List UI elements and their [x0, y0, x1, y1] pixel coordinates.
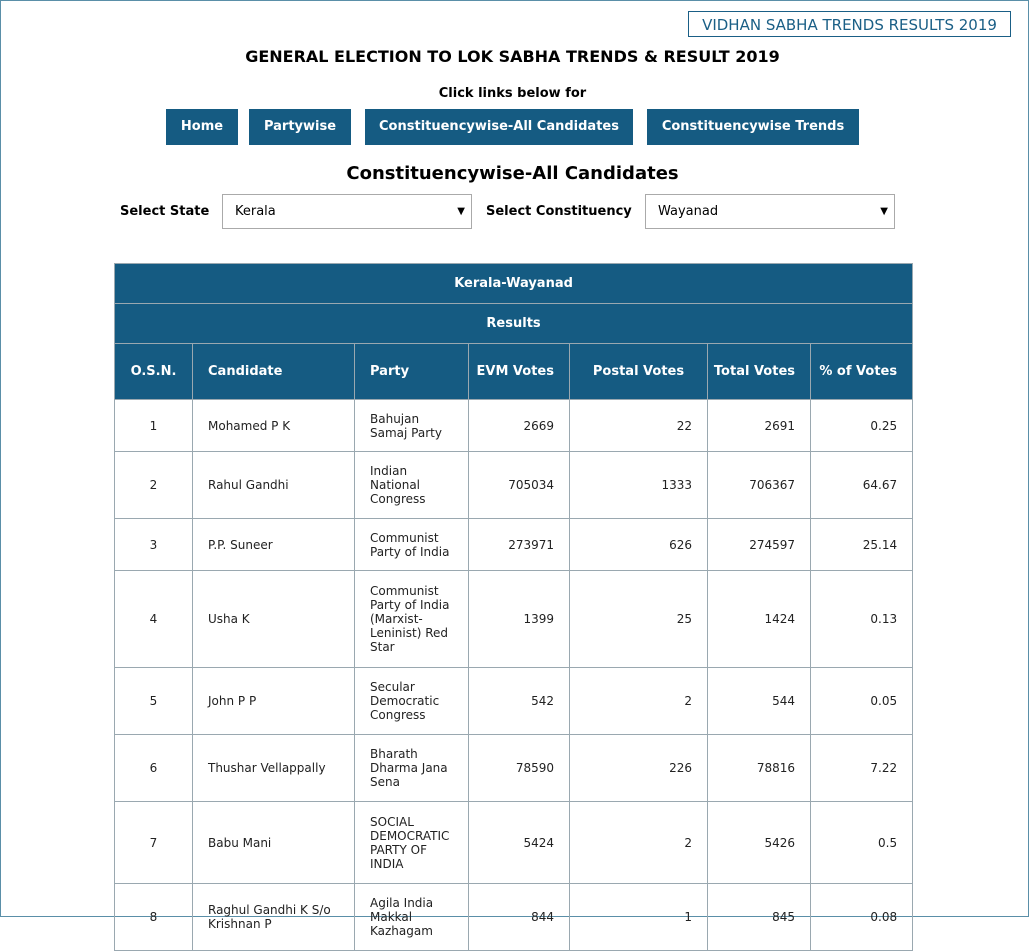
cell-pct: 0.13: [811, 571, 913, 668]
col-header-osn: O.S.N.: [115, 344, 193, 400]
cell-party: Communist Party of India: [355, 519, 469, 571]
table-row: [115, 571, 913, 668]
table-row: [115, 519, 913, 571]
cell-postal: 25: [570, 571, 708, 668]
state-label: Select State: [120, 204, 210, 219]
cell-total: 2691: [708, 400, 811, 452]
chevron-down-icon: ▼: [457, 206, 465, 217]
cell-party: Bahujan Samaj Party: [355, 400, 469, 452]
page-title: GENERAL ELECTION TO LOK SABHA TRENDS & RESULT 2019: [245, 47, 780, 66]
col-header-evm: EVM Votes: [469, 344, 570, 400]
results-table: [114, 263, 913, 951]
cell-candidate: Usha K: [193, 571, 355, 668]
cell-candidate: P.P. Suneer: [193, 519, 355, 571]
cell-pct: 25.14: [811, 519, 913, 571]
constituency-trends-button[interactable]: Constituencywise Trends: [647, 109, 859, 145]
chevron-down-icon: ▼: [880, 206, 888, 217]
cell-pct: 0.25: [811, 400, 913, 452]
cell-party: SOCIAL DEMOCRATIC PARTY OF INDIA: [355, 802, 469, 884]
col-header-total: Total Votes: [708, 344, 811, 400]
cell-candidate: Thushar Vellappally: [193, 735, 355, 802]
cell-party: Bharath Dharma Jana Sena: [355, 735, 469, 802]
col-header-party: Party: [355, 344, 469, 400]
constituency-all-button[interactable]: Constituencywise-All Candidates: [365, 109, 633, 145]
cell-postal: 2: [570, 802, 708, 884]
cell-osn: 6: [115, 735, 193, 802]
table-row: [115, 668, 913, 735]
cell-evm: 1399: [469, 571, 570, 668]
col-header-candidate: Candidate: [193, 344, 355, 400]
col-header-postal: Postal Votes: [570, 344, 708, 400]
cell-postal: 22: [570, 400, 708, 452]
cell-evm: 2669: [469, 400, 570, 452]
cell-postal: 226: [570, 735, 708, 802]
cell-total: 706367: [708, 452, 811, 519]
cell-osn: 5: [115, 668, 193, 735]
vidhan-sabha-link[interactable]: VIDHAN SABHA TRENDS RESULTS 2019: [688, 11, 1011, 37]
cell-pct: 0.5: [811, 802, 913, 884]
cell-total: 274597: [708, 519, 811, 571]
constituency-label: Select Constituency: [486, 204, 632, 219]
cell-total: 78816: [708, 735, 811, 802]
cell-evm: 5424: [469, 802, 570, 884]
constituency-select-value: Wayanad: [658, 204, 719, 219]
cell-candidate: Raghul Gandhi K S/o Krishnan P: [193, 884, 355, 951]
table-row: [115, 884, 913, 951]
section-title: Constituencywise-All Candidates: [346, 163, 679, 184]
cell-osn: 7: [115, 802, 193, 884]
table-row: [115, 452, 913, 519]
table-row: [115, 735, 913, 802]
cell-postal: 1: [570, 884, 708, 951]
cell-total: 845: [708, 884, 811, 951]
cell-osn: 3: [115, 519, 193, 571]
cell-evm: 542: [469, 668, 570, 735]
cell-candidate: Mohamed P K: [193, 400, 355, 452]
state-select[interactable]: [222, 194, 472, 229]
cell-party: Agila India Makkal Kazhagam: [355, 884, 469, 951]
cell-party: Indian National Congress: [355, 452, 469, 519]
cell-candidate: John P P: [193, 668, 355, 735]
table-row: [115, 802, 913, 884]
cell-postal: 2: [570, 668, 708, 735]
cell-pct: 0.05: [811, 668, 913, 735]
click-links-text: Click links below for: [438, 86, 587, 101]
cell-pct: 7.22: [811, 735, 913, 802]
table-subtitle: Results: [115, 304, 913, 344]
cell-osn: 1: [115, 400, 193, 452]
cell-pct: 0.08: [811, 884, 913, 951]
state-select-value: Kerala: [235, 204, 276, 219]
constituency-select[interactable]: [645, 194, 895, 229]
cell-total: 544: [708, 668, 811, 735]
cell-candidate: Rahul Gandhi: [193, 452, 355, 519]
cell-candidate: Babu Mani: [193, 802, 355, 884]
cell-party: Secular Democratic Congress: [355, 668, 469, 735]
cell-osn: 4: [115, 571, 193, 668]
cell-total: 1424: [708, 571, 811, 668]
cell-osn: 8: [115, 884, 193, 951]
cell-evm: 844: [469, 884, 570, 951]
partywise-button[interactable]: Partywise: [249, 109, 351, 145]
cell-postal: 626: [570, 519, 708, 571]
cell-evm: 78590: [469, 735, 570, 802]
cell-osn: 2: [115, 452, 193, 519]
home-button[interactable]: Home: [166, 109, 238, 145]
cell-party: Communist Party of India (Marxist-Leninist) Red Star: [355, 571, 469, 668]
cell-total: 5426: [708, 802, 811, 884]
table-row: [115, 400, 913, 452]
cell-evm: 705034: [469, 452, 570, 519]
table-title: Kerala-Wayanad: [115, 264, 913, 304]
cell-pct: 64.67: [811, 452, 913, 519]
col-header-pct: % of Votes: [811, 344, 913, 400]
cell-postal: 1333: [570, 452, 708, 519]
cell-evm: 273971: [469, 519, 570, 571]
